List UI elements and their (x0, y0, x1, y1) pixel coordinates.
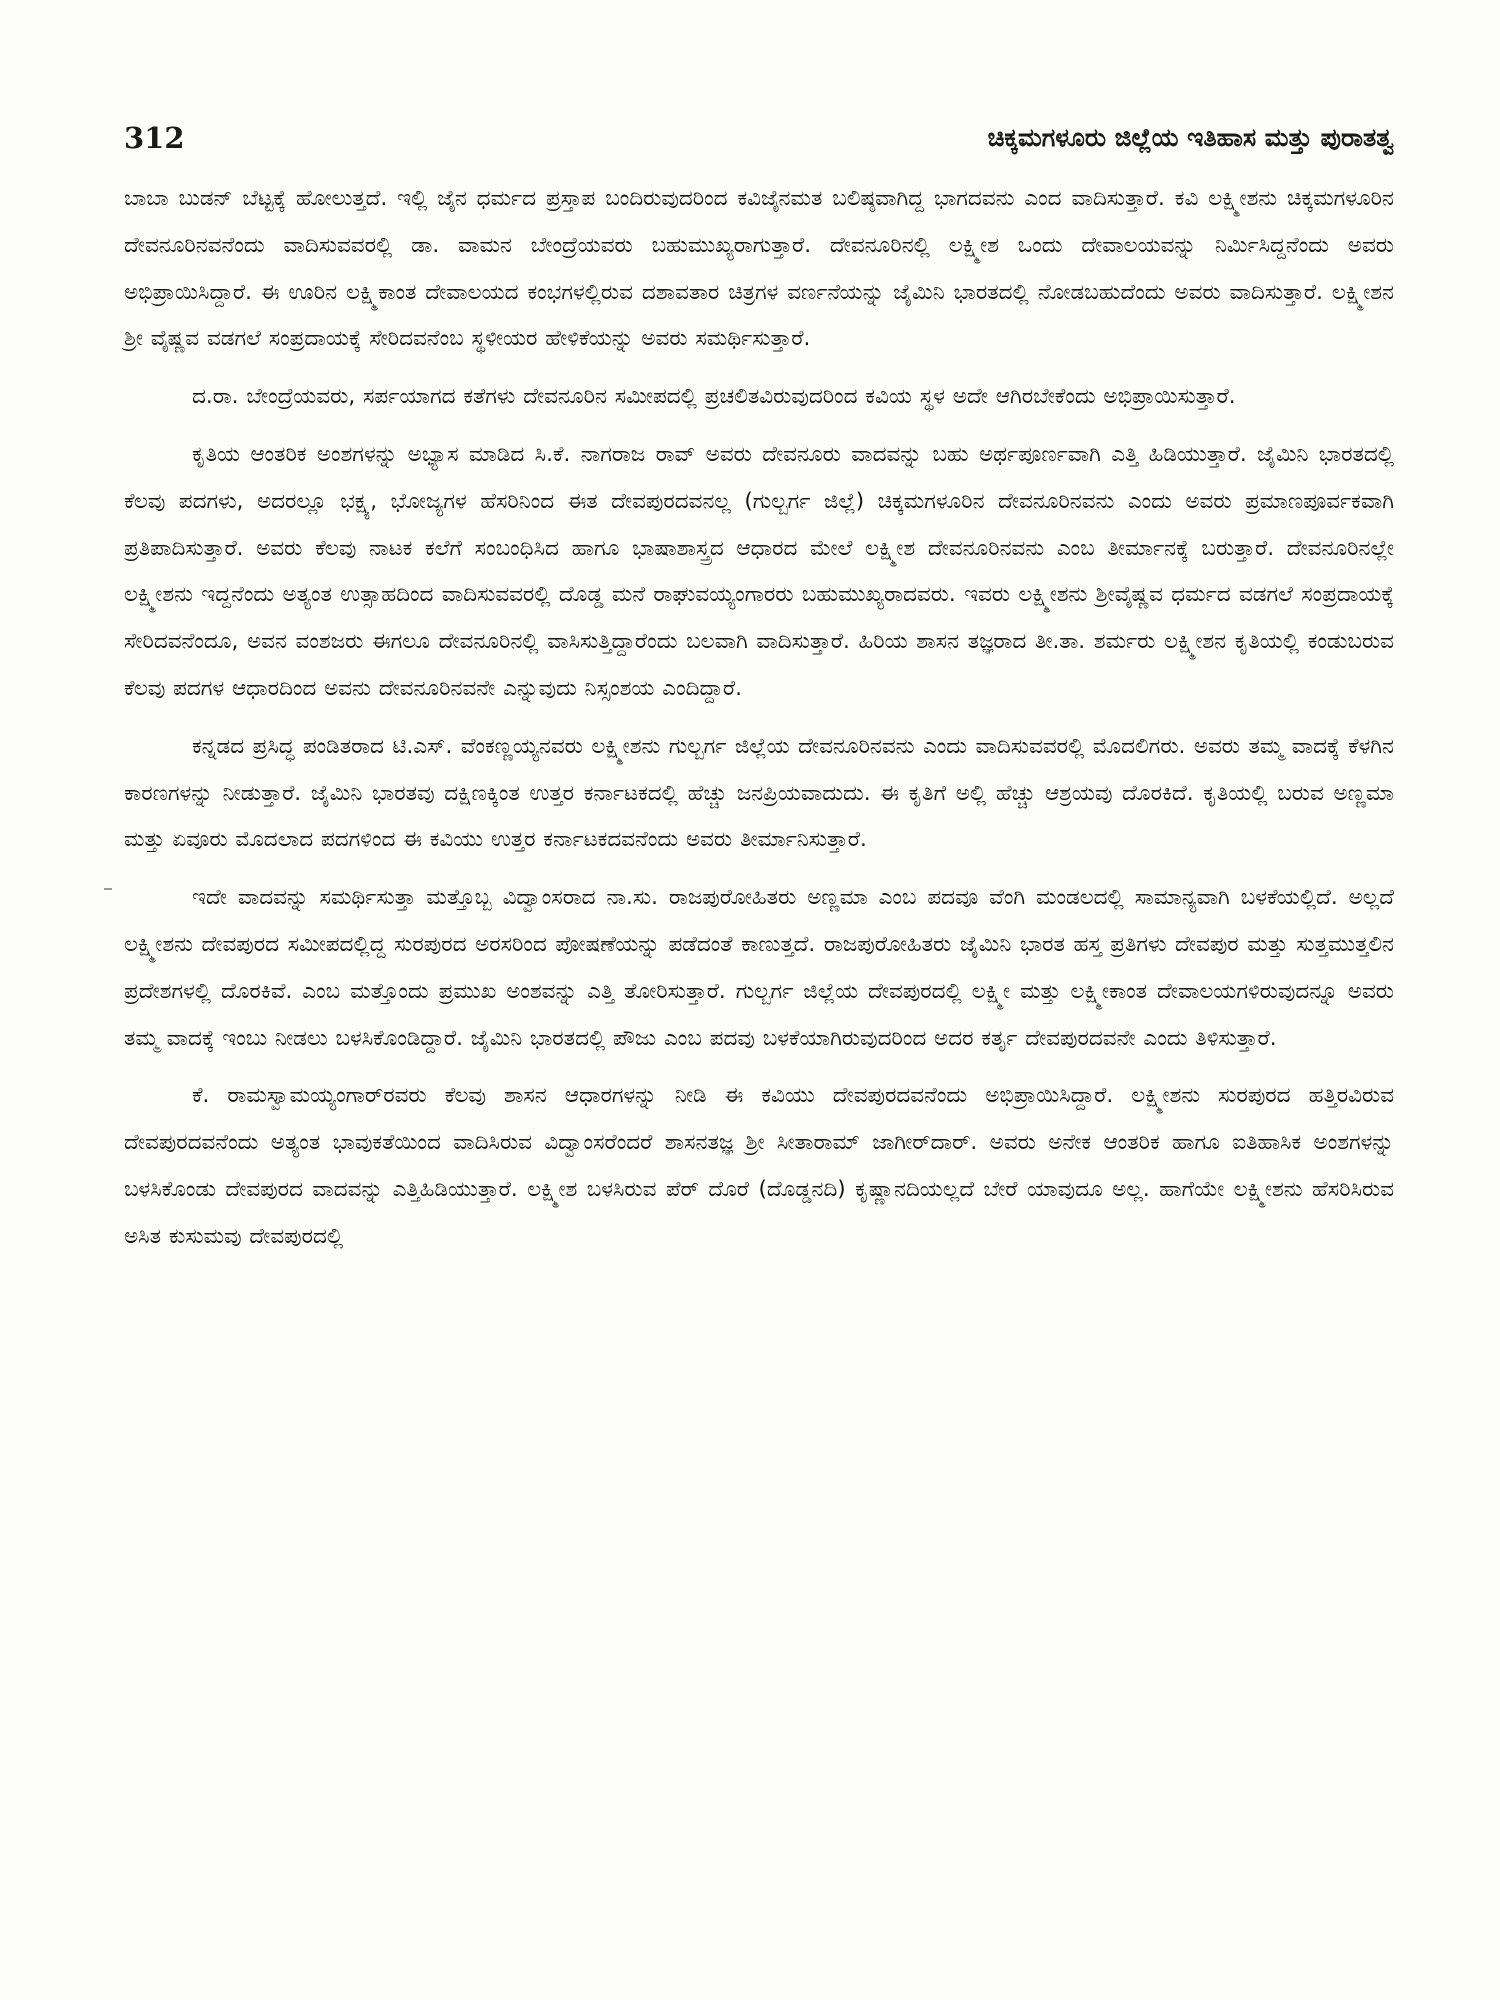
paragraph-5: ಇದೇ ವಾದವನ್ನು ಸಮರ್ಥಿಸುತ್ತಾ ಮತ್ತೊಬ್ಬ ವಿದ್ವಾಂಸರಾದ ನಾ.ಸು. ರಾಜಪುರೋಹಿತರು ಅಣ್ಣಮಾ ಎಂಬ ಪದವೂ ವೆಂಗಿ ಮಂಡಲದಲ್ಲಿ ಸಾಮಾನ್ಯವಾಗಿ ಬಳಕೆಯಲ್ಲಿದೆ. ಅಲ್ಲದೆ ಲಕ್ಷ್ಮೀಶನು ದೇವಪುರದ ಸಮೀಪದಲ್ಲಿದ್ದ ಸುರಪುರದ ಅರಸರಿಂದ ಪೋಷಣೆಯನ್ನು ಪಡೆದಂತೆ ಕಾಣುತ್ತದೆ. ರಾಜಪುರೋಹಿತರು ಜೈಮಿನಿ ಭಾರತ ಹಸ್ತ ಪ್ರತಿಗಳು ದೇವಪುರ ಮತ್ತು ಸುತ್ತಮುತ್ತಲಿನ ಪ್ರದೇಶಗಳಲ್ಲಿ ದೊರಕಿವೆ. ಎಂಬ ಮತ್ತೊಂದು ಪ್ರಮುಖ ಅಂಶವನ್ನು ಎತ್ತಿ ತೋರಿಸುತ್ತಾರೆ. ಗುಲ್ಬರ್ಗ ಜಿಲ್ಲೆಯ ದೇವಪುರದಲ್ಲಿ ಲಕ್ಷ್ಮೀ ಮತ್ತು ಲಕ್ಷ್ಮೀಕಾಂತ ದೇವಾಲಯಗಳಿರುವುದನ್ನೂ ಅವರು ತಮ್ಮ ವಾದಕ್ಕೆ ಇಂಬು ನೀಡಲು ಬಳಸಿಕೊಂಡಿದ್ದಾರೆ. ಜೈಮಿನಿ ಭಾರತದಲ್ಲಿ ಪೌಜು ಎಂಬ ಪದವು ಬಳಕೆಯಾಗಿರುವುದರಿಂದ ಅದರ ಕರ್ತೃ ದೇವಪುರದವನೇ ಎಂದು ತಿಳಿಸುತ್ತಾರೆ. (124, 885, 1394, 1051)
paragraph-3: ಕೃತಿಯ ಆಂತರಿಕ ಅಂಶಗಳನ್ನು ಅಭ್ಯಾಸ ಮಾಡಿದ ಸಿ.ಕೆ. ನಾಗರಾಜ ರಾವ್ ಅವರು ದೇವನೂರು ವಾದವನ್ನು ಬಹು ಅರ್ಥಪೂರ್ಣವಾಗಿ ಎತ್ತಿ ಹಿಡಿಯುತ್ತಾರೆ. ಜೈಮಿನಿ ಭಾರತದಲ್ಲಿ ಕೆಲವು ಪದಗಳು, ಅದರಲ್ಲೂ ಭಕ್ಷ್ಯ, ಭೋಜ್ಯಗಳ ಹೆಸರಿನಿಂದ ಈತ ದೇವಪುರದವನಲ್ಲ (ಗುಲ್ಬರ್ಗ ಜಿಲ್ಲೆ) ಚಿಕ್ಕಮಗಳೂರಿನ ದೇವನೂರಿನವನು ಎಂದು ಅವರು ಪ್ರಮಾಣಪೂರ್ವಕವಾಗಿ ಪ್ರತಿಪಾದಿಸುತ್ತಾರೆ. ಅವರು ಕೆಲವು ನಾಟಕ ಕಲೆಗೆ ಸಂಬಂಧಿಸಿದ ಹಾಗೂ ಭಾಷಾಶಾಸ್ತ್ರದ ಆಧಾರದ ಮೇಲೆ ಲಕ್ಷ್ಮೀಶ ದೇವನೂರಿನವನು ಎಂಬ ತೀರ್ಮಾನಕ್ಕೆ ಬರುತ್ತಾರೆ. ದೇವನೂರಿನಲ್ಲೇ ಲಕ್ಷ್ಮೀಶನು ಇದ್ದನೆಂದು ಅತ್ಯಂತ ಉತ್ಸಾಹದಿಂದ ವಾದಿಸುವವರಲ್ಲಿ ದೊಡ್ಡ ಮನೆ ರಾಘುವಯ್ಯಂಗಾರರು ಬಹುಮುಖ್ಯರಾದವರು. ಇವರು ಲಕ್ಷ್ಮೀಶನು ಶ್ರೀವೈಷ್ಣವ ಧರ್ಮದ ವಡಗಲೆ ಸಂಪ್ರದಾಯಕ್ಕೆ ಸೇರಿದವನೆಂದೂ, ಅವನ ವಂಶಜರು ಈಗಲೂ ದೇವನೂರಿನಲ್ಲಿ ವಾಸಿಸುತ್ತಿದ್ದಾರೆಂದು ಬಲವಾಗಿ ವಾದಿಸುತ್ತಾರೆ. ಹಿರಿಯ ಶಾಸನ ತಜ್ಞರಾದ ತೀ.ತಾ. ಶರ್ಮರು ಲಕ್ಷ್ಮೀಶನ ಕೃತಿಯಲ್ಲಿ ಕಂಡುಬರುವ ಕೆಲವು ಪದಗಳ ಆಧಾರದಿಂದ ಅವನು ದೇವನೂರಿನವನೇ ಎನ್ನುವುದು ನಿಸ್ಸಂಶಯ ಎಂದಿದ್ದಾರೆ. (124, 441, 1394, 701)
paragraph-4: ಕನ್ನಡದ ಪ್ರಸಿದ್ಧ ಪಂಡಿತರಾದ ಟಿ.ಎಸ್. ವೆಂಕಣ್ಣಯ್ಯನವರು ಲಕ್ಷ್ಮೀಶನು ಗುಲ್ಬರ್ಗ ಜಿಲ್ಲೆಯ ದೇವನೂರಿನವನು ಎಂದು ವಾದಿಸುವವರಲ್ಲಿ ಮೊದಲಿಗರು. ಅವರು ತಮ್ಮ ವಾದಕ್ಕೆ ಕೆಳಗಿನ ಕಾರಣಗಳನ್ನು ನೀಡುತ್ತಾರೆ. ಜೈಮಿನಿ ಭಾರತವು ದಕ್ಷಿಣಕ್ಕಿಂತ ಉತ್ತರ ಕರ್ನಾಟಕದಲ್ಲಿ ಹೆಚ್ಚು ಜನಪ್ರಿಯವಾದುದು. ಈ ಕೃತಿಗೆ ಅಲ್ಲಿ ಹೆಚ್ಚು ಆಶ್ರಯವು ದೊರಕಿದೆ. ಕೃತಿಯಲ್ಲಿ ಬರುವ ಅಣ್ಣಮಾ ಮತ್ತು ಏವೂರು ಮೊದಲಾದ ಪದಗಳಿಂದ ಈ ಕವಿಯು ಉತ್ತರ ಕರ್ನಾಟಕದವನೆಂದು ಅವರು ತೀರ್ಮಾನಿಸುತ್ತಾರೆ. (124, 733, 1394, 853)
page-number: 312 (124, 121, 185, 155)
paragraph-6: ಕೆ. ರಾಮಸ್ವಾಮಯ್ಯಂಗಾರ್‌ರವರು ಕೆಲವು ಶಾಸನ ಆಧಾರಗಳನ್ನು ನೀಡಿ ಈ ಕವಿಯು ದೇವಪುರದವನೆಂದು ಅಭಿಪ್ರಾಯಿಸಿದ್ದಾರೆ. ಲಕ್ಷ್ಮೀಶನು ಸುರಪುರದ ಹತ್ತಿರವಿರುವ ದೇವಪುರದವನೆಂದು ಅತ್ಯಂತ ಭಾವುಕತೆಯಿಂದ ವಾದಿಸಿರುವ ವಿದ್ವಾಂಸರೆಂದರೆ ಶಾಸನತಜ್ಞ ಶ್ರೀ ಸೀತಾರಾಮ್ ಜಾಗೀರ್‌ದಾರ್. ಅವರು ಅನೇಕ ಆಂತರಿಕ ಹಾಗೂ ಐತಿಹಾಸಿಕ ಅಂಶಗಳನ್ನು ಬಳಸಿಕೊಂಡು ದೇವಪುರದ ವಾದವನ್ನು ಎತ್ತಿಹಿಡಿಯುತ್ತಾರೆ. ಲಕ್ಷ್ಮೀಶ ಬಳಸಿರುವ ಪೆರ್ ದೊರೆ (ದೊಡ್ಡನದಿ) ಕೃಷ್ಣಾನದಿಯಲ್ಲದೆ ಬೇರೆ ಯಾವುದೂ ಅಲ್ಲ. ಹಾಗೆಯೇ ಲಕ್ಷ್ಮೀಶನು ಹೆಸರಿಸಿರುವ ಅಸಿತ ಕುಸುಮವು ದೇವಪುರದಲ್ಲಿ (124, 1083, 1394, 1249)
page-header (124, 118, 1394, 162)
paragraph-2: ದ.ರಾ. ಬೇಂದ್ರೆಯವರು, ಸರ್ಪಯಾಗದ ಕತೆಗಳು ದೇವನೂರಿನ ಸಮೀಪದಲ್ಲಿ ಪ್ರಚಲಿತವಿರುವುದರಿಂದ ಕವಿಯ ಸ್ಥಳ ಅದೇ ಆಗಿರಬೇಕೆಂದು ಅಭಿಪ್ರಾಯಿಸುತ್ತಾರೆ. (192, 384, 1236, 410)
body-text (124, 176, 1394, 1272)
paragraph-1: ಬಾಬಾ ಬುಡನ್ ಬೆಟ್ಟಕ್ಕೆ ಹೋಲುತ್ತದೆ. ಇಲ್ಲಿ ಜೈನ ಧರ್ಮದ ಪ್ರಸ್ತಾಪ ಬಂದಿರುವುದರಿಂದ ಕವಿಜೈನಮತ ಬಲಿಷ್ಠವಾಗಿದ್ದ ಭಾಗದವನು ಎಂದ ವಾದಿಸುತ್ತಾರೆ. ಕವಿ ಲಕ್ಷ್ಮೀಶನು ಚಿಕ್ಕಮಗಳೂರಿನ ದೇವನೂರಿನವನೆಂದು ವಾದಿಸುವವರಲ್ಲಿ ಡಾ. ವಾಮನ ಬೇಂದ್ರೆಯವರು ಬಹುಮುಖ್ಯರಾಗುತ್ತಾರೆ. ದೇವನೂರಿನಲ್ಲಿ ಲಕ್ಷ್ಮೀಶ ಒಂದು ದೇವಾಲಯವನ್ನು ನಿರ್ಮಿಸಿದ್ದನೆಂದು ಅವರು ಅಭಿಪ್ರಾಯಿಸಿದ್ದಾರೆ. ಈ ಊರಿನ ಲಕ್ಷ್ಮಿಕಾಂತ ದೇವಾಲಯದ ಕಂಭಗಳಲ್ಲಿರುವ ದಶಾವತಾರ ಚಿತ್ರಗಳ ವರ್ಣನೆಯನ್ನು ಜೈಮಿನಿ ಭಾರತದಲ್ಲಿ ನೋಡಬಹುದೆಂದು ಅವರು ವಾದಿಸುತ್ತಾರೆ. ಲಕ್ಷ್ಮೀಶನ ಶ್ರೀ ವೈಷ್ಣವ ವಡಗಲೆ ಸಂಪ್ರದಾಯಕ್ಕೆ ಸೇರಿದವನೆಂಬ ಸ್ಥಳೀಯರ ಹೇಳಿಕೆಯನ್ನು ಅವರು ಸಮರ್ಥಿಸುತ್ತಾರೆ. (124, 186, 1394, 352)
margin-mark (104, 888, 112, 890)
running-title: ಚಿಕ್ಕಮಗಳೂರು ಜಿಲ್ಲೆಯ ಇತಿಹಾಸ ಮತ್ತು ಪುರಾತತ್ವ (987, 123, 1394, 152)
